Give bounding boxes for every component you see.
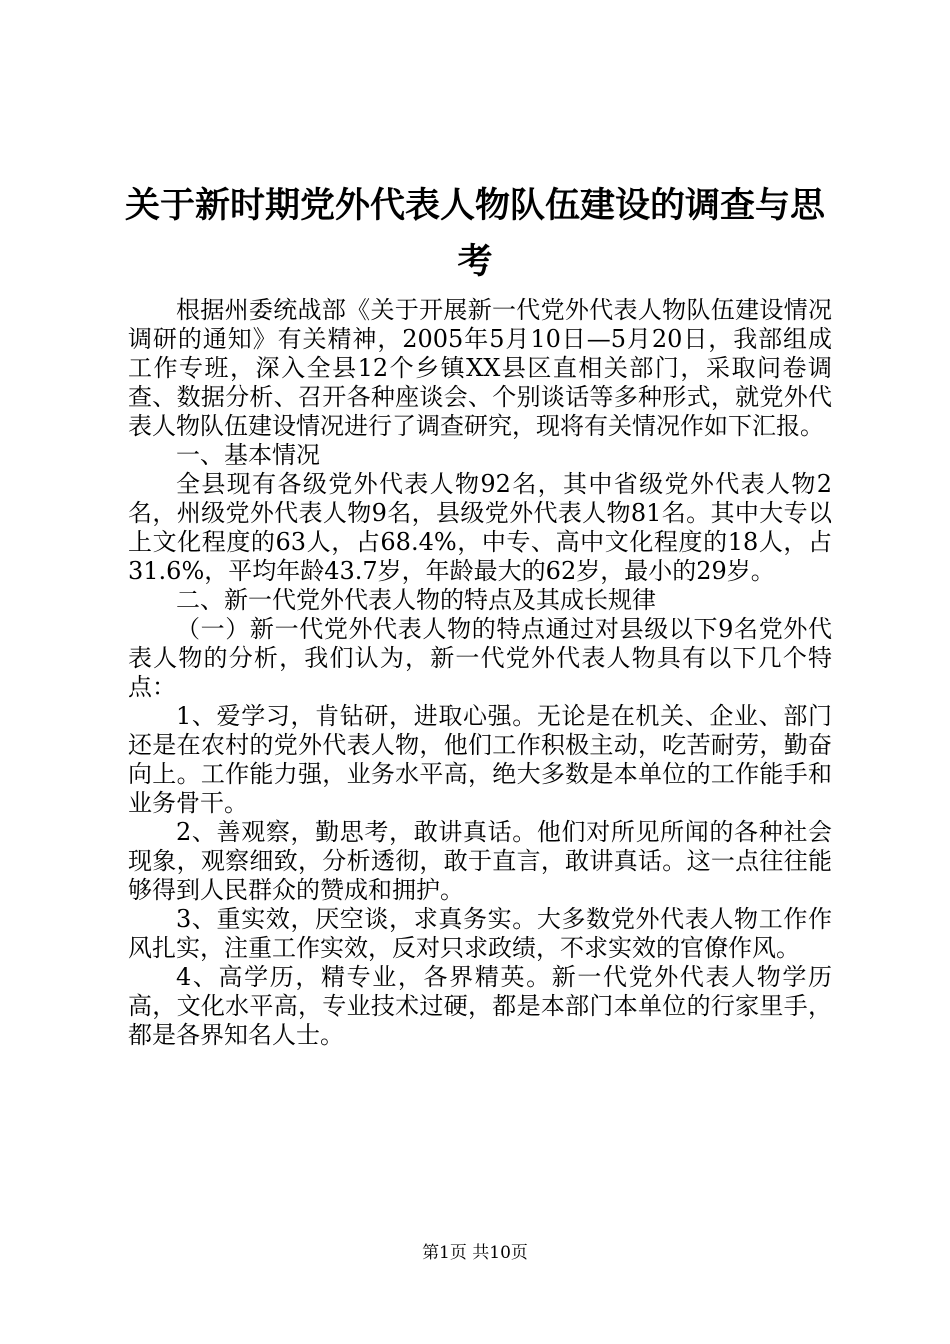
characteristic-item-2: 2、善观察，勤思考，敢讲真话。他们对所见所闻的各种社会现象，观察细致，分析透彻，敢于直言，敢讲真话。这一点往往能够得到人民群众的赞成和拥护。 bbox=[128, 818, 832, 904]
intro-paragraph: 根据州委统战部《关于开展新一代党外代表人物队伍建设情况调研的通知》有关精神，2005年5月10日—5月20日，我部组成工作专班，深入全县12个乡镇XX县区直相关部门，采取问卷调查、数据分析、召开各种座谈会、个别谈话等多种形式，就党外代表人物队伍建设情况进行了调查研究，现将有关情况作如下汇报。 bbox=[128, 296, 832, 440]
basic-situation-paragraph: 全县现有各级党外代表人物92名，其中省级党外代表人物2名，州级党外代表人物9名，县级党外代表人物81名。其中大专以上文化程度的63人，占68.4%，中专、高中文化程度的18人，占31.6%，平均年龄43.7岁，年龄最大的62岁，最小的29岁。 bbox=[128, 470, 832, 585]
page-footer: 第1页 共10页 bbox=[422, 1243, 528, 1263]
characteristic-item-1: 1、爱学习，肯钻研，进取心强。无论是在机关、企业、部门还是在农村的党外代表人物，他们工作积极主动，吃苦耐劳，勤奋向上。工作能力强，业务水平高，绝大多数是本单位的工作能手和业务骨干。 bbox=[128, 702, 832, 817]
document-body bbox=[128, 296, 832, 1050]
characteristic-item-3: 3、重实效，厌空谈，求真务实。大多数党外代表人物工作作风扎实，注重工作实效，反对只求政绩，不求实效的官僚作风。 bbox=[128, 905, 832, 962]
section-heading-characteristics: 二、新一代党外代表人物的特点及其成长规律 bbox=[176, 586, 656, 614]
characteristic-item-4: 4、高学历，精专业，各界精英。新一代党外代表人物学历高，文化水平高，专业技术过硬，都是本部门本单位的行家里手，都是各界知名人士。 bbox=[128, 963, 832, 1049]
characteristics-intro-paragraph: （一）新一代党外代表人物的特点通过对县级以下9名党外代表人物的分析，我们认为，新一代党外代表人物具有以下几个特点： bbox=[128, 615, 832, 701]
document-title: 关于新时期党外代表人物队伍建设的调查与思考 bbox=[124, 185, 825, 282]
section-heading-basic-situation: 一、基本情况 bbox=[176, 441, 320, 469]
